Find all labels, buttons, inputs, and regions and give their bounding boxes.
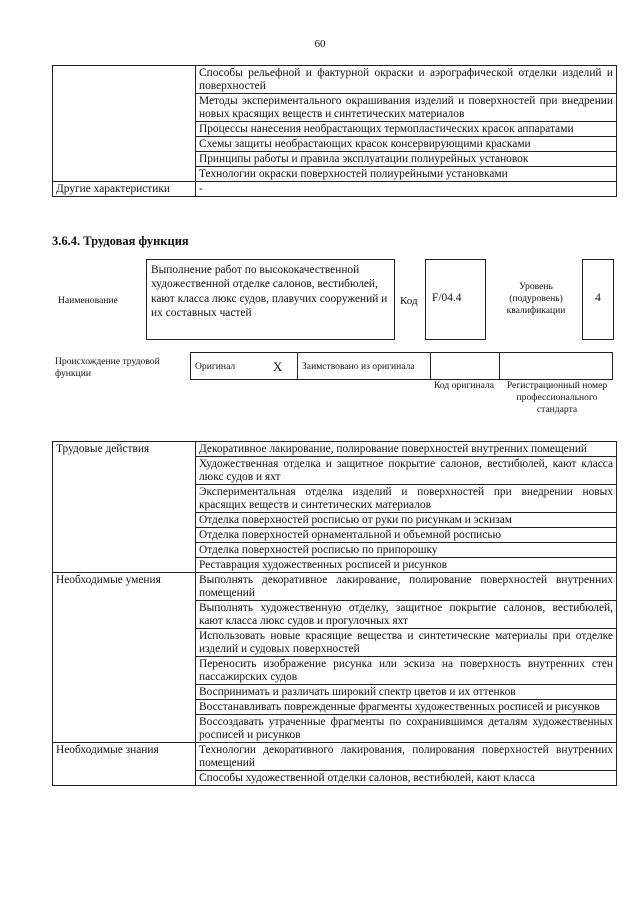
table-cell: Декоративное лакирование, полирование поверхностей внутренних помещений bbox=[196, 442, 617, 457]
table-cell: Воссоздавать утраченные фрагменты по сохранившимся деталям художественных росписей и рисунков bbox=[196, 715, 617, 743]
function-details-table bbox=[52, 441, 617, 786]
table-cell: Технологии окраски поверхностей полиурейными установками bbox=[196, 167, 617, 182]
table-cell: Методы экспериментального окрашивания изделий и поверхностей при внедрении новых красящих веществ и синтетических материалов bbox=[196, 94, 617, 122]
table-row bbox=[53, 182, 617, 197]
borrowed-label: Заимствовано из оригинала bbox=[298, 353, 431, 380]
level-label: Уровень (подуровень) квалификации bbox=[506, 281, 566, 316]
section-label: Необходимые умения bbox=[53, 573, 196, 743]
reg-number-caption: Регистрационный номер профессионального стандарта bbox=[506, 380, 608, 415]
table-cell: Способы рельефной и фактурной окраски и аэрографической отделки изделий и поверхностей bbox=[196, 66, 617, 94]
page-number: 60 bbox=[314, 38, 326, 50]
table-cell: Художественная отделка и защитное покрытие салонов, вестибюлей, кают класса люкс судов и яхт bbox=[196, 457, 617, 485]
code-original-caption: Код оригинала bbox=[433, 380, 495, 391]
table-row bbox=[53, 743, 617, 771]
origin-label: Происхождение трудовой функции bbox=[55, 356, 160, 379]
table-cell: Реставрация художественных росписей и рисунков bbox=[196, 558, 617, 573]
table-cell: Отделка поверхностей росписью по припорошку bbox=[196, 543, 617, 558]
reg-number-cell bbox=[500, 353, 613, 380]
other-characteristics-label: Другие характеристики bbox=[53, 182, 196, 197]
table-cell: Отделка поверхностей орнаментальной и объемной росписью bbox=[196, 528, 617, 543]
table-cell: Переносить изображение рисунка или эскиза на поверхность внутренних стен пассажирских судов bbox=[196, 657, 617, 685]
table-row bbox=[53, 66, 617, 94]
code-original-cell bbox=[431, 353, 500, 380]
function-name-box: Выполнение работ по высококачественной художественной отделке салонов, вестибюлей, кают класса люкс судов, плавучих сооружений и их составных частей bbox=[146, 259, 395, 340]
function-code-box: F/04.4 bbox=[425, 259, 486, 340]
section-label: Трудовые действия bbox=[53, 442, 196, 573]
empty-label-cell bbox=[53, 66, 196, 182]
name-label: Наименование bbox=[58, 295, 118, 306]
table-cell: Отделка поверхностей росписью от руки по рисункам и эскизам bbox=[196, 513, 617, 528]
table-cell: Процессы нанесения необрастающих термопластических красок аппаратами bbox=[196, 122, 617, 137]
top-knowledge-table bbox=[52, 65, 617, 197]
table-cell: Принципы работы и правила эксплуатации полиурейных установок bbox=[196, 152, 617, 167]
table-cell: Использовать новые красящие вещества и синтетические материалы при отделке изделий и судовых поверхностей bbox=[196, 629, 617, 657]
original-label: Оригинал bbox=[191, 353, 270, 380]
code-label: Код bbox=[400, 295, 418, 307]
table-cell: Схемы защиты необрастающих красок консервирующими красками bbox=[196, 137, 617, 152]
qualification-level-box: 4 bbox=[582, 259, 614, 340]
other-characteristics-value: - bbox=[196, 182, 617, 197]
table-cell: Способы художественной отделки салонов, вестибюлей, кают класса bbox=[196, 771, 617, 786]
table-cell: Выполнять декоративное лакирование, полирование поверхностей внутренних помещений bbox=[196, 573, 617, 601]
table-row bbox=[191, 353, 613, 380]
table-cell: Экспериментальная отделка изделий и поверхностей при внедрении новых красящих веществ и синтетических материалов bbox=[196, 485, 617, 513]
table-cell: Технологии декоративного лакирования, полирования поверхностей внутренних помещений bbox=[196, 743, 617, 771]
table-row bbox=[53, 442, 617, 457]
table-row bbox=[53, 573, 617, 601]
section-label: Необходимые знания bbox=[53, 743, 196, 786]
table-cell: Выполнять художественную отделку, защитное покрытие салонов, вестибюлей, кают класса люкс судов и прогулочных яхт bbox=[196, 601, 617, 629]
section-title: 3.6.4. Трудовая функция bbox=[52, 234, 189, 248]
original-mark: X bbox=[269, 353, 298, 380]
table-cell: Восстанавливать поврежденные фрагменты художественных росписей и рисунков bbox=[196, 700, 617, 715]
table-cell: Воспринимать и различать широкий спектр цветов и их оттенков bbox=[196, 685, 617, 700]
origin-table bbox=[190, 352, 613, 380]
